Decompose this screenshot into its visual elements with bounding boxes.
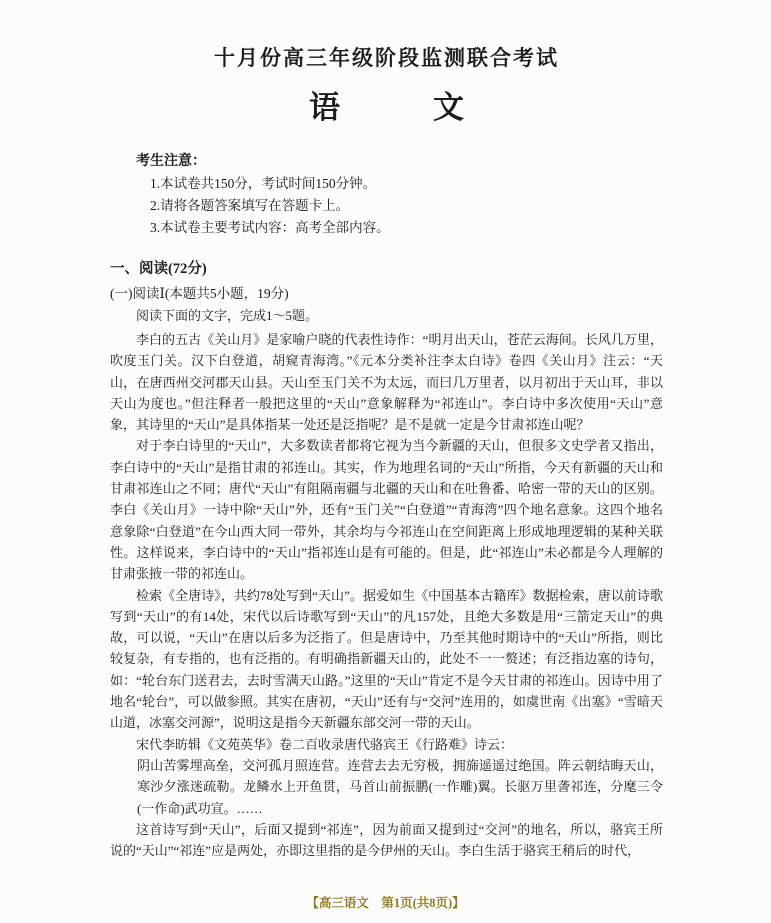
subsection-heading: (一)阅读Ⅰ(本题共5小题，19分) <box>110 286 289 301</box>
paragraph-1: 李白的五古《关山月》是家喻户晓的代表性诗作：“明月出天山，苍茫云海间。长风几万里，吹度玉门关。汉下白登道，胡窥青海湾。”《元本分类补注李太白诗》卷四《关山月》注云：“天山，在唐西州交河郡天山县。天山至玉门关不为太远，而曰几万里者，以月初出于天山耳，非以天山为度也。”但注释者一般把这里的“天山”意象解释为“祁连山”。李白诗中多次使用“天山”意象，其诗里的“天山”是具体指某一处还是泛指呢？是不是就一定是今甘肃祁连山呢？ <box>110 332 663 433</box>
notice-heading: 考生注意： <box>136 154 206 169</box>
page-footer: 【高三语文 第1页(共8页)】 <box>306 896 465 910</box>
section-heading: 一、阅读(72分) <box>110 261 207 277</box>
paragraph-2: 对于李白诗里的“天山”，大多数读者都将它视为当今新疆的天山，但很多文史学者又指出，李白诗中的“天山”是指甘肃的祁连山。其实，作为地理名词的“天山”所指，今天有新疆的天山和甘肃祁连山之不同；唐代“天山”有阻隔南疆与北疆的天山和在吐鲁番、哈密一带的天山的区别。李白《关山月》一诗中除“天山”外，还有“玉门关”“白登道”“青海湾”四个地名意象。这四个地名意象除“白登道”在今山西大同一带外，其余均与今祁连山在空间距离上形成地理逻辑的某种关联性。这样说来，李白诗中的“天山”指祁连山是有可能的。但是，此“祁连山”未必都是今人理解的甘肃张掖一带的祁连山。 <box>110 438 663 582</box>
notice-item: 3.本试卷主要考试内容：高考全部内容。 <box>150 220 390 235</box>
notice-item: 2.请将各题答案填写在答题卡上。 <box>150 198 350 213</box>
paragraph-3: 检索《全唐诗》，共约78处写到“天山”。据爱如生《中国基本古籍库》数据检索，唐以前诗歌写到“天山”的有14处，宋代以后诗歌写到“天山”的凡157处，且绝大多数是用“三箭定天山”的典故，可以说，“天山”在唐以后多为泛指了。但是唐诗中，乃至其他时期诗中的“天山”所指，则比较复杂，有专指的，也有泛指的。有明确指新疆天山的，此处不一一赘述；有泛指边塞的诗句，如：“轮台东门送君去，去时雪满天山路。”这里的“天山”肯定不是今天甘肃的祁连山。因诗中用了地名“轮台”，可以做参照。其实在唐初，“天山”还有与“交河”连用的，如虞世南《出塞》“雪暗天山道，冰塞交河源”，说明这是指今天新疆东部交河一带的天山。 <box>110 587 663 731</box>
exam-title: 十月份高三年级阶段监测联合考试 <box>214 46 559 70</box>
closing-paragraph: 这首诗写到“天山”，后面又提到“祁连”，因为前面又提到过“交河”的地名，所以，骆宾王所说的“天山”“祁连”应是两处，亦即这里指的是今伊州的天山。李白生活于骆宾王稍后的时代， <box>110 821 663 859</box>
reading-instruction: 阅读下面的文字，完成1～5题。 <box>136 308 319 323</box>
poem-block: 阴山苦雾埋高垒，交河孤月照连营。连营去去无穷极，拥旆遥遥过绝国。阵云朝结晦天山，寒沙夕涨迷疏勒。龙鳞水上开鱼贯，马首山前振鹏(一作雕)翼。长驱万里詟祁连，分麾三令(一作命)武功宣。…… <box>137 757 663 816</box>
notice-section <box>136 151 663 239</box>
subject-title: 语 文 <box>309 90 464 125</box>
notice-item: 1.本试卷共150分，考试时间150分钟。 <box>150 176 377 191</box>
paragraph-4: 宋代李昉辑《文苑英华》卷二百收录唐代骆宾王《行路难》诗云： <box>136 736 514 752</box>
